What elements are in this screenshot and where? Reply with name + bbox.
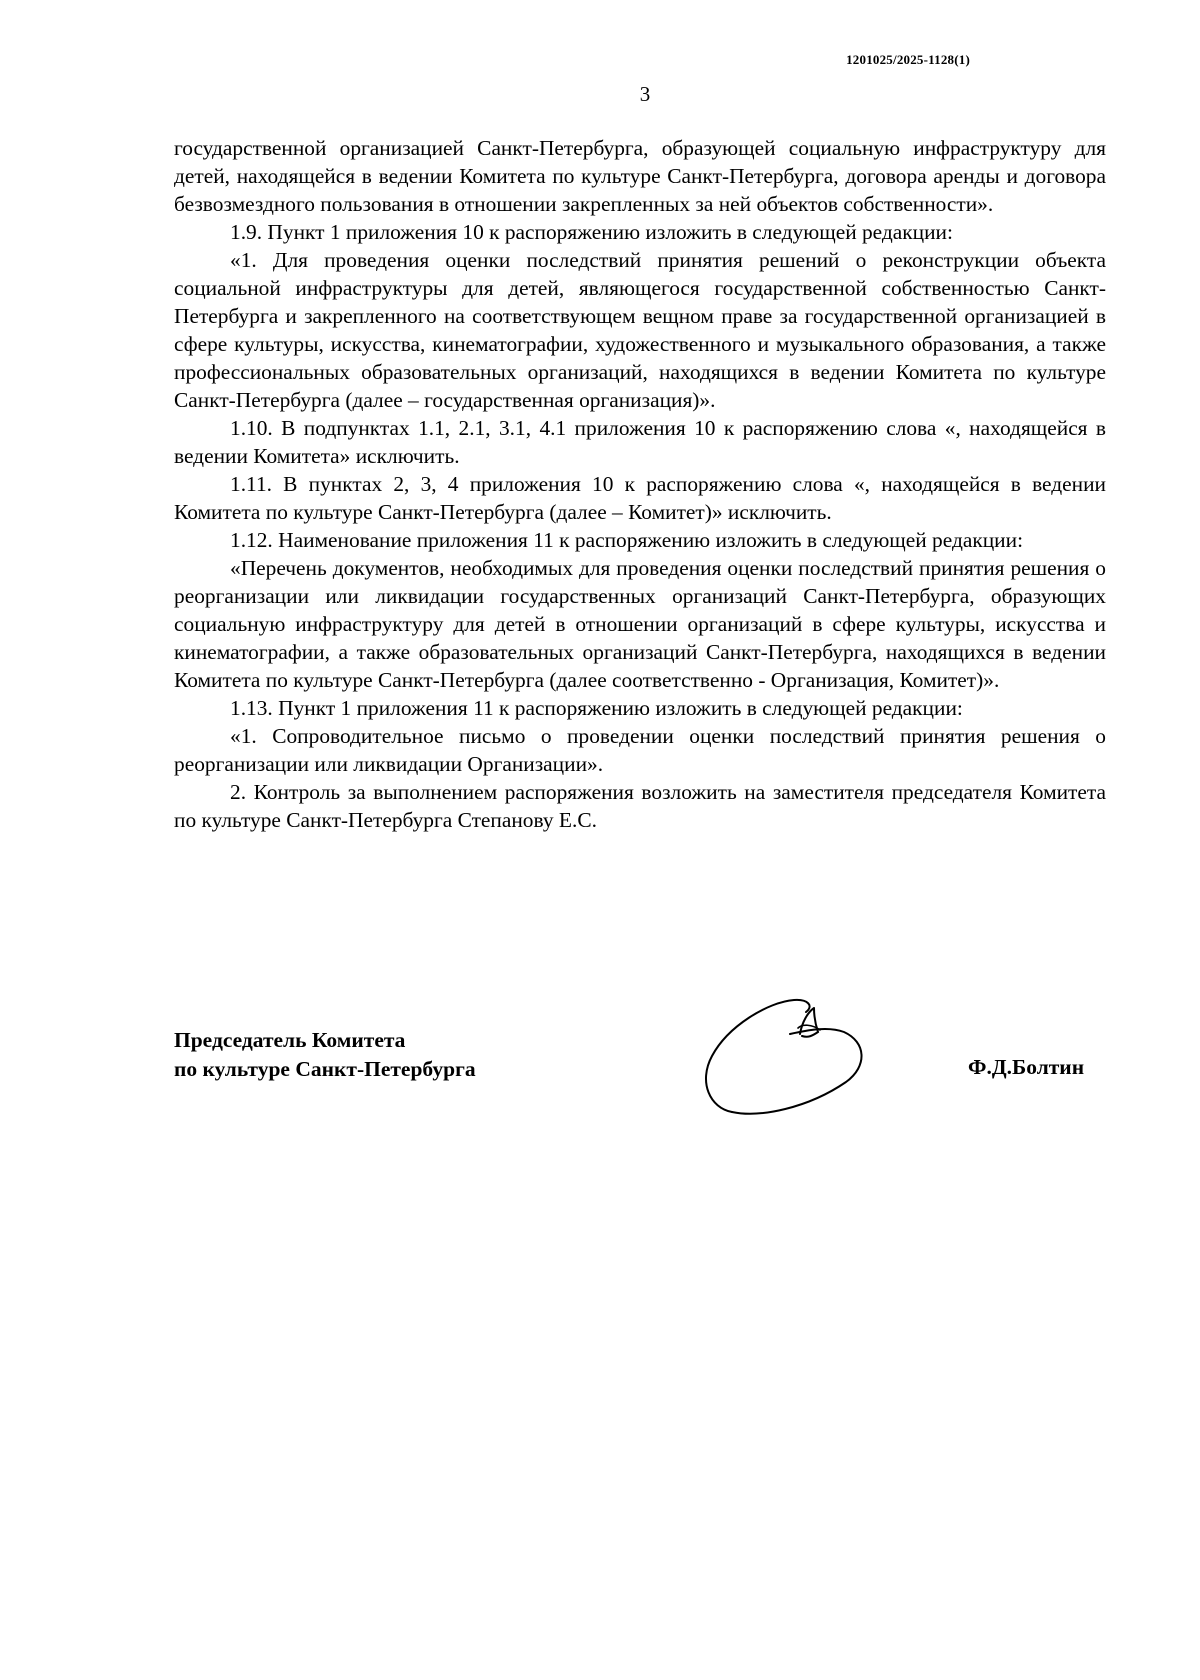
page-number: 3: [639, 82, 651, 106]
signatory-title-line2: по культуре Санкт-Петербурга: [174, 1057, 476, 1081]
paragraph-1-13-text: «1. Сопроводительное письмо о проведении оценки последствий принятия решения о реорганизации или ликвидации Организации».: [174, 724, 1106, 776]
document-body: [174, 134, 1106, 834]
paragraph-1-13: 1.13. Пункт 1 приложения 11 к распоряжению изложить в следующей редакции:: [230, 696, 963, 720]
paragraph-1-9: 1.9. Пункт 1 приложения 10 к распоряжению изложить в следующей редакции:: [230, 220, 953, 244]
signatory-title: [174, 1026, 476, 1084]
paragraph-1-10: 1.10. В подпунктах 1.1, 2.1, 3.1, 4.1 приложения 10 к распоряжению слова «, находящейся в ведении Комитета» исключить.: [174, 416, 1106, 468]
paragraph-1-9-text: «1. Для проведения оценки последствий принятия решений о реконструкции объекта социальной инфраструктуры для детей, являющегося государственной собственностью Санкт-Петербурга и закрепленного на соответствующем вещном праве за государственной организацией в сфере культуры, искусства, кинематографии, художественного и музыкального образования, а также профессиональных образовательных организаций, находящихся в ведении Комитета по культуре Санкт-Петербурга (далее – государственная организация)».: [174, 248, 1106, 412]
document-number: 1201025/2025-1128(1): [846, 52, 970, 67]
paragraph-1-11: 1.11. В пунктах 2, 3, 4 приложения 10 к распоряжению слова «, находящейся в ведении Комитета по культуре Санкт-Петербурга (далее – Комитет)» исключить.: [174, 472, 1106, 524]
handwritten-signature: [690, 990, 910, 1130]
paragraph-2: 2. Контроль за выполнением распоряжения возложить на заместителя председателя Комитета по культуре Санкт-Петербурга Степанову Е.С.: [174, 780, 1106, 832]
paragraph-1-12: 1.12. Наименование приложения 11 к распоряжению изложить в следующей редакции:: [230, 528, 1024, 552]
signatory-title-line1: Председатель Комитета: [174, 1028, 406, 1052]
paragraph-1-12-text: «Перечень документов, необходимых для проведения оценки последствий принятия решения о реорганизации или ликвидации государственных организаций Санкт-Петербурга, образующих социальную инфраструктуру для детей в отношении организаций в сфере культуры, искусства и кинематографии, а также образовательных организаций Санкт-Петербурга, находящихся в ведении Комитета по культуре Санкт-Петербурга (далее соответственно - Организация, Комитет)».: [174, 556, 1106, 692]
paragraph-continuation: государственной организацией Санкт-Петербурга, образующей социальную инфраструктуру для детей, находящейся в ведении Комитета по культуре Санкт-Петербурга, договора аренды и договора безвозмездного пользования в отношении закрепленных за ней объектов собственности».: [174, 136, 1106, 216]
signatory-name: Ф.Д.Болтин: [968, 1055, 1085, 1079]
